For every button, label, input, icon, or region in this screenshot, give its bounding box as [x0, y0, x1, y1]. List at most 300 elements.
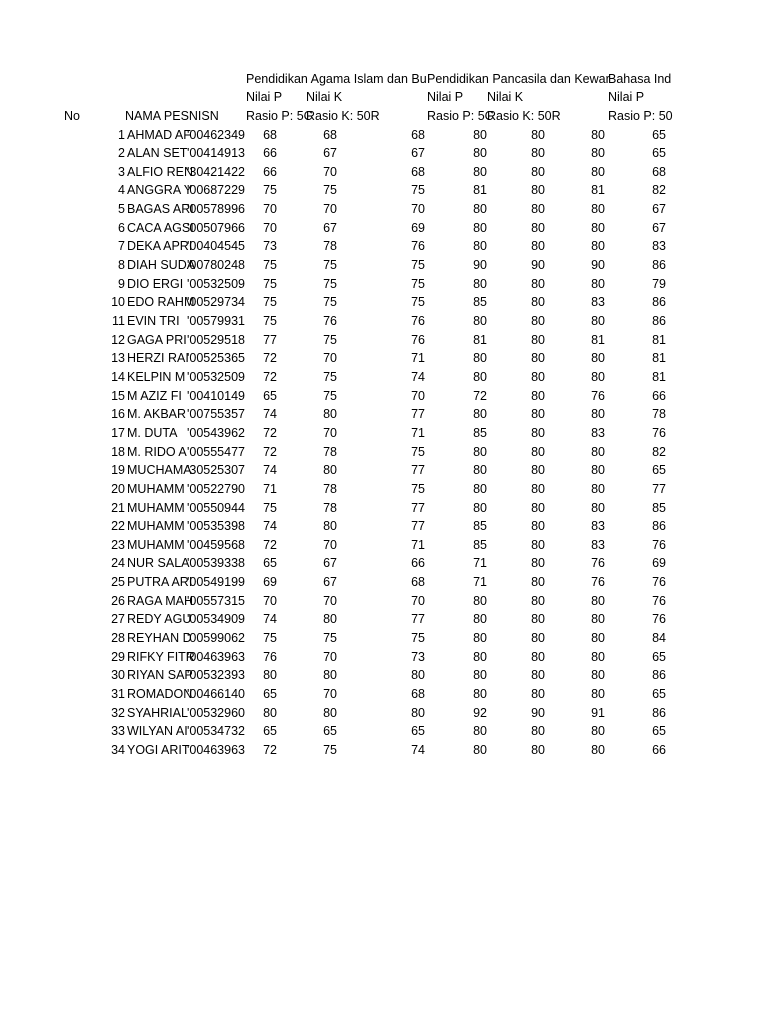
student-nisn: '30421422	[186, 164, 245, 179]
student-nisn: '00599062	[186, 631, 245, 646]
score-cell: 66	[652, 742, 666, 757]
score-cell: 80	[591, 127, 605, 142]
header-s1-rasio-k: Rasio K: 50R	[306, 109, 380, 123]
score-cell: 76	[652, 575, 666, 590]
table-row	[0, 536, 768, 555]
score-cell: 70	[263, 220, 277, 235]
student-name: PUTRA ARI	[127, 575, 193, 590]
score-cell: 80	[591, 220, 605, 235]
score-cell: 80	[591, 687, 605, 701]
row-number: 8	[118, 258, 125, 273]
table-row	[0, 480, 768, 499]
row-number: 29	[111, 649, 125, 664]
score-cell: 84	[652, 631, 666, 646]
student-name: REYHAN D	[127, 631, 192, 646]
table-row	[0, 144, 768, 163]
table-row	[0, 181, 768, 200]
row-number: 10	[111, 295, 125, 310]
table-row	[0, 499, 768, 518]
score-cell: 80	[473, 444, 487, 459]
score-cell: 70	[411, 202, 425, 217]
score-cell: 80	[531, 742, 545, 757]
score-cell: 77	[652, 481, 666, 496]
score-cell: 66	[263, 146, 277, 161]
row-number: 32	[111, 705, 125, 720]
score-cell: 75	[263, 276, 277, 291]
table-row	[0, 256, 768, 275]
score-cell: 81	[652, 351, 666, 366]
student-nisn: '00459568	[186, 537, 245, 552]
student-name: MUHAMM	[127, 500, 185, 515]
score-cell: 80	[531, 612, 545, 627]
score-cell: 80	[473, 127, 487, 142]
score-cell: 80	[531, 146, 545, 161]
score-cell: 80	[473, 146, 487, 161]
score-cell: 80	[531, 556, 545, 571]
score-cell: 75	[323, 332, 337, 347]
score-cell: 70	[323, 537, 337, 552]
score-cell: 77	[411, 463, 425, 478]
score-cell: 67	[652, 220, 666, 235]
score-cell: 71	[473, 556, 487, 571]
score-cell: 68	[263, 127, 277, 142]
row-number: 15	[111, 388, 125, 403]
student-name: MUHAMM	[127, 537, 185, 552]
row-number: 14	[111, 369, 125, 384]
student-nisn: '00555477	[186, 444, 245, 459]
score-cell: 68	[411, 575, 425, 590]
score-cell: 80	[591, 612, 605, 627]
header-s3-rasio-p: Rasio P: 50	[608, 109, 673, 123]
student-name: ROMADON	[127, 687, 193, 701]
score-cell: 76	[591, 556, 605, 571]
score-cell: 65	[323, 724, 337, 739]
score-cell: 81	[652, 332, 666, 347]
score-cell: 70	[323, 593, 337, 608]
score-cell: 91	[591, 705, 605, 720]
score-cell: 70	[263, 202, 277, 217]
score-cell: 80	[531, 183, 545, 198]
score-cell: 80	[473, 369, 487, 384]
score-cell: 80	[531, 537, 545, 552]
score-cell: 65	[652, 463, 666, 478]
score-cell: 80	[531, 519, 545, 534]
table-row	[0, 722, 768, 741]
score-cell: 80	[473, 239, 487, 254]
student-name: AHMAD AF	[127, 127, 191, 142]
score-cell: 78	[323, 239, 337, 254]
score-cell: 80	[531, 388, 545, 403]
header-s2-nilai-p: Nilai P	[427, 90, 464, 104]
score-cell: 80	[531, 314, 545, 328]
score-cell: 75	[263, 500, 277, 515]
score-cell: 80	[531, 724, 545, 739]
student-name: NUR SALA	[127, 556, 190, 571]
student-name: REDY AGU	[127, 612, 192, 627]
student-nisn: '00404545	[186, 239, 245, 254]
score-cell: 80	[531, 593, 545, 608]
score-cell: 80	[323, 407, 337, 422]
student-name: M. DUTA	[127, 425, 178, 440]
score-cell: 76	[652, 593, 666, 608]
table-row	[0, 517, 768, 536]
score-cell: 76	[411, 332, 425, 347]
student-name: MUHAMM	[127, 519, 185, 534]
table-row	[0, 443, 768, 462]
score-cell: 67	[411, 146, 425, 161]
student-name: SYAHRIAL	[127, 705, 188, 720]
score-cell: 80	[473, 612, 487, 627]
score-cell: 80	[473, 668, 487, 683]
score-cell: 80	[591, 631, 605, 646]
student-name: ANGGRA Y	[127, 183, 193, 198]
score-cell: 76	[591, 575, 605, 590]
score-cell: 76	[591, 388, 605, 403]
score-cell: 66	[263, 164, 277, 179]
student-nisn: '00532509	[186, 369, 245, 384]
student-nisn: '00532509	[186, 276, 245, 291]
row-number: 12	[111, 332, 125, 347]
student-name: EDO RAHM	[127, 295, 195, 310]
score-cell: 80	[591, 407, 605, 422]
score-cell: 86	[652, 314, 666, 328]
header-subject-1: Pendidikan Agama Islam dan Bu	[246, 72, 427, 86]
score-cell: 70	[323, 202, 337, 217]
score-cell: 75	[323, 183, 337, 198]
score-cell: 86	[652, 668, 666, 683]
score-cell: 75	[411, 295, 425, 310]
score-cell: 69	[652, 556, 666, 571]
student-nisn: '00535398	[186, 519, 245, 534]
score-cell: 80	[531, 220, 545, 235]
score-cell: 71	[411, 537, 425, 552]
score-cell: 67	[323, 556, 337, 571]
table-row	[0, 629, 768, 648]
score-cell: 74	[411, 369, 425, 384]
score-cell: 72	[263, 444, 277, 459]
score-cell: 85	[473, 519, 487, 534]
score-cell: 80	[473, 742, 487, 757]
table-row	[0, 237, 768, 256]
score-cell: 80	[591, 649, 605, 664]
student-name: HERZI RAI	[127, 351, 189, 366]
score-cell: 80	[591, 668, 605, 683]
score-cell: 75	[323, 631, 337, 646]
score-cell: 80	[591, 146, 605, 161]
student-nisn: '00532960	[186, 705, 245, 720]
row-number: 17	[111, 425, 125, 440]
student-nisn: '00687229	[186, 183, 245, 198]
score-cell: 72	[263, 351, 277, 366]
header-s2-rasio-k: Rasio K: 50R	[487, 109, 561, 123]
student-nisn: '00543962	[186, 425, 245, 440]
row-number: 33	[111, 724, 125, 739]
score-cell: 80	[531, 276, 545, 291]
student-nisn: '00414913	[186, 146, 245, 161]
score-cell: 67	[652, 202, 666, 217]
row-number: 16	[111, 407, 125, 422]
score-cell: 70	[263, 593, 277, 608]
score-cell: 76	[652, 537, 666, 552]
score-cell: 80	[591, 500, 605, 515]
score-cell: 80	[591, 239, 605, 254]
table-row	[0, 219, 768, 238]
score-cell: 72	[263, 425, 277, 440]
header-subject-2: Pendidikan Pancasila dan Kewar	[427, 72, 610, 86]
score-cell: 73	[411, 649, 425, 664]
header-s1-nilai-p: Nilai P	[246, 90, 283, 104]
student-nisn: '00550944	[186, 500, 245, 515]
score-cell: 72	[263, 369, 277, 384]
student-name: M. RIDO A	[127, 444, 187, 459]
student-nisn: '00579931	[186, 314, 245, 328]
score-cell: 80	[531, 500, 545, 515]
score-cell: 70	[323, 649, 337, 664]
score-cell: 86	[652, 705, 666, 720]
student-nisn: '00507966	[186, 220, 245, 235]
score-cell: 65	[652, 687, 666, 701]
score-cell: 75	[411, 183, 425, 198]
score-cell: 76	[652, 612, 666, 627]
score-cell: 83	[591, 537, 605, 552]
score-cell: 85	[652, 500, 666, 515]
score-cell: 67	[323, 146, 337, 161]
score-cell: 72	[263, 537, 277, 552]
table-row	[0, 331, 768, 350]
score-cell: 83	[591, 519, 605, 534]
score-cell: 70	[323, 425, 337, 440]
score-cell: 80	[323, 519, 337, 534]
score-cell: 69	[411, 220, 425, 235]
score-cell: 86	[652, 519, 666, 534]
score-cell: 75	[323, 742, 337, 757]
score-cell: 80	[473, 724, 487, 739]
score-cell: 76	[263, 649, 277, 664]
table-row	[0, 368, 768, 387]
score-cell: 80	[473, 164, 487, 179]
table-row	[0, 387, 768, 406]
row-number: 20	[111, 481, 125, 496]
score-cell: 80	[323, 463, 337, 478]
score-cell: 75	[263, 631, 277, 646]
score-cell: 75	[263, 258, 277, 273]
student-nisn: '00463963	[186, 742, 245, 757]
table-row	[0, 648, 768, 667]
score-cell: 80	[323, 612, 337, 627]
row-number: 24	[111, 556, 125, 571]
table-row	[0, 424, 768, 443]
score-cell: 80	[531, 332, 545, 347]
score-cell: 80	[411, 668, 425, 683]
score-cell: 77	[263, 332, 277, 347]
score-cell: 81	[591, 183, 605, 198]
score-cell: 80	[531, 575, 545, 590]
student-nisn: '00557315	[186, 593, 245, 608]
score-cell: 80	[473, 500, 487, 515]
row-number: 27	[111, 612, 125, 627]
score-cell: 65	[652, 146, 666, 161]
score-cell: 74	[263, 407, 277, 422]
row-number: 5	[118, 202, 125, 217]
student-name: MUHAMM	[127, 481, 185, 496]
row-number: 34	[111, 742, 125, 757]
score-cell: 80	[473, 220, 487, 235]
score-cell: 80	[591, 742, 605, 757]
score-cell: 80	[531, 649, 545, 664]
score-cell: 80	[531, 425, 545, 440]
score-cell: 83	[652, 239, 666, 254]
score-cell: 68	[652, 164, 666, 179]
score-cell: 90	[591, 258, 605, 273]
score-cell: 80	[591, 202, 605, 217]
score-cell: 78	[323, 500, 337, 515]
score-cell: 80	[473, 202, 487, 217]
row-number: 7	[118, 239, 125, 254]
score-cell: 65	[652, 724, 666, 739]
score-cell: 77	[411, 500, 425, 515]
score-cell: 76	[323, 314, 337, 328]
table-row	[0, 554, 768, 573]
table-row	[0, 610, 768, 629]
score-cell: 72	[263, 742, 277, 757]
score-cell: 80	[323, 668, 337, 683]
score-cell: 80	[531, 295, 545, 310]
table-row	[0, 741, 768, 760]
score-cell: 75	[323, 258, 337, 273]
score-cell: 80	[531, 202, 545, 217]
row-number: 1	[118, 127, 125, 142]
row-number: 4	[118, 183, 125, 198]
score-cell: 74	[263, 519, 277, 534]
table-row	[0, 685, 768, 704]
score-cell: 68	[411, 687, 425, 701]
score-cell: 80	[591, 164, 605, 179]
score-cell: 82	[652, 444, 666, 459]
score-cell: 80	[473, 351, 487, 366]
student-name: DIO ERGI	[127, 276, 184, 291]
score-cell: 71	[263, 481, 277, 496]
student-nisn: '00549199	[186, 575, 245, 590]
score-cell: 92	[473, 705, 487, 720]
score-cell: 85	[473, 425, 487, 440]
row-number: 9	[118, 276, 125, 291]
header-s1-rasio-p: Rasio P: 5C	[246, 109, 313, 123]
score-cell: 65	[652, 649, 666, 664]
score-cell: 77	[411, 519, 425, 534]
score-cell: 86	[652, 295, 666, 310]
table-row	[0, 349, 768, 368]
score-cell: 76	[411, 239, 425, 254]
score-cell: 72	[473, 388, 487, 403]
table-row	[0, 275, 768, 294]
score-cell: 78	[652, 407, 666, 422]
score-cell: 81	[473, 183, 487, 198]
student-name: DEKA APRI	[127, 239, 193, 254]
student-nisn: '00529518	[186, 332, 245, 347]
score-cell: 80	[531, 687, 545, 701]
score-cell: 80	[531, 631, 545, 646]
student-nisn: '30525307	[186, 463, 245, 478]
score-cell: 80	[591, 444, 605, 459]
score-cell: 82	[652, 183, 666, 198]
score-cell: 80	[591, 314, 605, 328]
score-cell: 71	[411, 425, 425, 440]
table-row	[0, 573, 768, 592]
table-row	[0, 405, 768, 424]
table-row	[0, 200, 768, 219]
table-row	[0, 461, 768, 480]
score-cell: 75	[323, 388, 337, 403]
header-subject-3: Bahasa Ind	[608, 72, 672, 86]
student-nisn: '00529734	[186, 295, 245, 310]
student-name: YOGI ARIT	[127, 742, 190, 757]
score-cell: 80	[473, 631, 487, 646]
student-name: DIAH SUDA	[127, 258, 196, 273]
row-number: 26	[111, 593, 125, 608]
student-nisn: '00462349	[186, 127, 245, 142]
header-no: No	[64, 109, 80, 123]
student-name: ALAN SET	[127, 146, 188, 161]
row-number: 28	[111, 631, 125, 646]
row-number: 30	[111, 668, 125, 683]
score-cell: 70	[323, 687, 337, 701]
score-cell: 65	[263, 724, 277, 739]
score-cell: 71	[473, 575, 487, 590]
student-name: WILYAN AI	[127, 724, 188, 739]
score-cell: 75	[411, 276, 425, 291]
student-name: M. AKBAR	[127, 407, 187, 422]
score-cell: 67	[323, 220, 337, 235]
score-cell: 80	[531, 239, 545, 254]
score-cell: 80	[591, 351, 605, 366]
score-cell: 68	[323, 127, 337, 142]
header-nama-nisn: NAMA PESNISN	[125, 109, 219, 123]
table-row	[0, 126, 768, 145]
student-name: RAGA MAH	[127, 593, 193, 608]
table-row	[0, 293, 768, 312]
score-cell: 75	[263, 183, 277, 198]
header-s3-nilai-p: Nilai P	[608, 90, 645, 104]
score-cell: 65	[263, 556, 277, 571]
row-number: 11	[112, 314, 125, 328]
score-cell: 74	[263, 612, 277, 627]
score-cell: 73	[263, 239, 277, 254]
row-number: 21	[111, 500, 125, 515]
table-row	[0, 666, 768, 685]
score-cell: 80	[531, 407, 545, 422]
score-cell: 86	[652, 258, 666, 273]
score-cell: 80	[591, 593, 605, 608]
student-name: RIFKY FITR	[127, 649, 195, 664]
score-cell: 67	[323, 575, 337, 590]
row-number: 19	[111, 463, 125, 478]
score-cell: 74	[411, 742, 425, 757]
score-cell: 66	[652, 388, 666, 403]
score-cell: 79	[652, 276, 666, 291]
score-cell: 68	[411, 164, 425, 179]
student-name: GAGA PRI	[127, 332, 187, 347]
score-cell: 75	[323, 369, 337, 384]
score-cell: 78	[323, 481, 337, 496]
score-cell: 80	[531, 481, 545, 496]
score-cell: 70	[323, 351, 337, 366]
row-number: 6	[118, 220, 125, 235]
student-name: M AZIZ FI	[127, 388, 182, 403]
score-cell: 80	[591, 481, 605, 496]
student-name: MUCHAMA	[127, 463, 192, 478]
score-cell: 69	[263, 575, 277, 590]
score-cell: 70	[411, 593, 425, 608]
